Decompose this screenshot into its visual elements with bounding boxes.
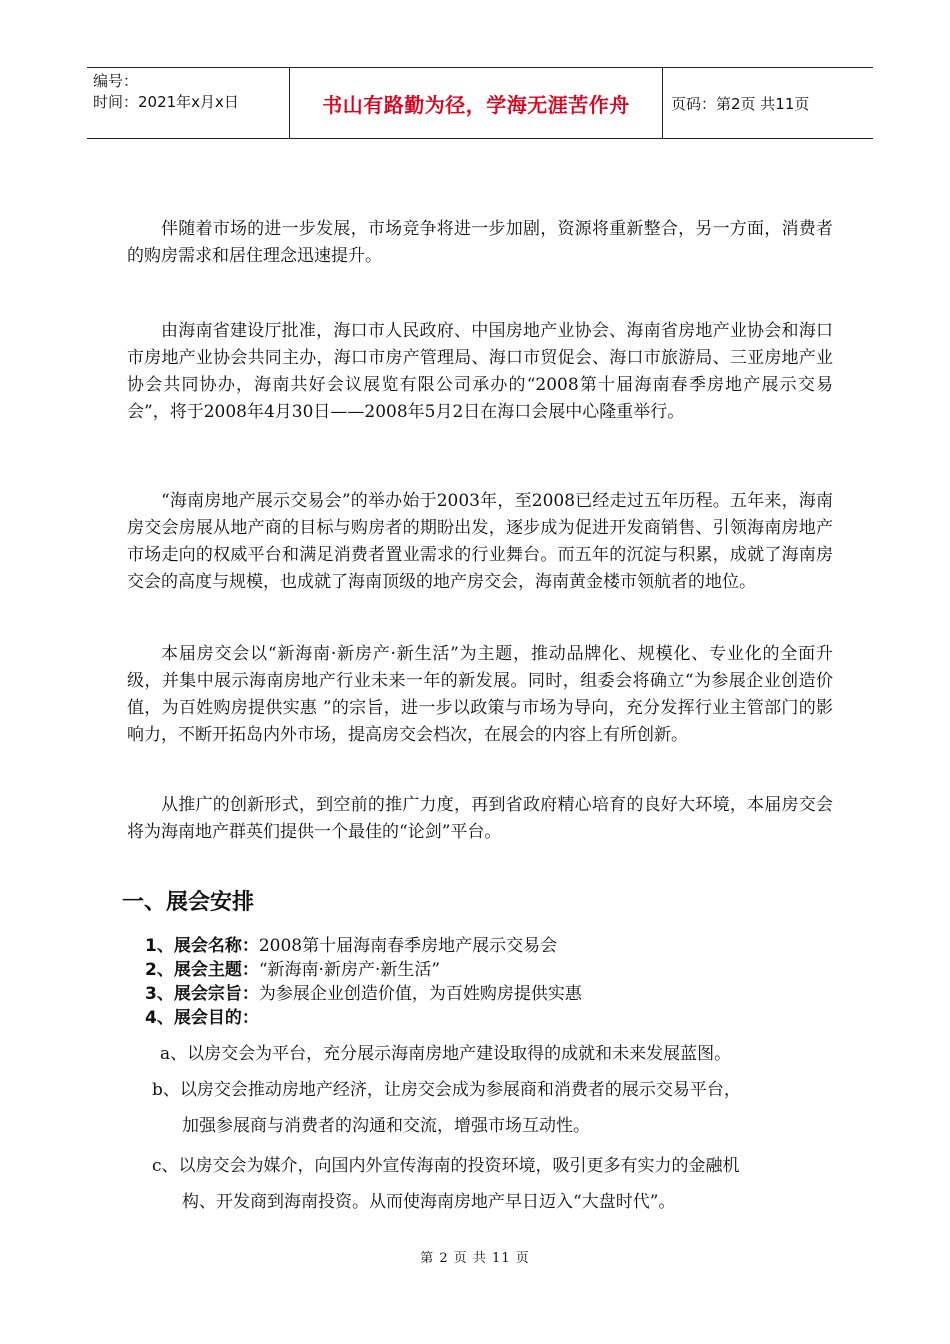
list-item-goals: 4、展会目的：: [145, 1008, 259, 1028]
serial-label: 编号：: [93, 72, 139, 90]
paragraph-promotion: 从推广的创新形式，到空前的推广力度，再到省政府精心培育的良好大环境，本届房交会将为海南地产群英们提供一个最佳的“论剑”平台。: [127, 795, 833, 842]
purpose-item-c: c、以房交会为媒介，向国内外宣传海南的投资环境，吸引更多有实力的金融机: [152, 1156, 740, 1176]
paragraph-theme: 本届房交会以“新海南·新房产·新生活”为主题，推动品牌化、规模化、专业化的全面升级，并集中展示海南房地产行业未来一年的新发展。同时，组委会将确立“为参展企业创造价值，为百姓购房提供实惠 ”的宗旨，进一步以政策与市场为导向，充分发挥行业主管部门的影响力，不断开拓岛内外市场，提高房交会档次，在展会的内容上有所创新。: [127, 644, 833, 745]
paragraph-market-development: 伴随着市场的进一步发展，市场竞争将进一步加剧，资源将重新整合，另一方面，消费者的购房需求和居住理念迅速提升。: [127, 219, 833, 266]
paragraph-organizers: 由海南省建设厅批准，海口市人民政府、中国房地产业协会、海南省房地产业协会和海口市房地产业协会共同主办，海口市房产管理局、海口市贸促会、海口市旅游局、三亚房地产业协会共同协办，海南共好会议展览有限公司承办的“2008第十届海南春季房地产展示交易会”，将于2008年4月30日——2008年5月2日在海口会展中心隆重举行。: [127, 321, 833, 422]
header-page-info: 页码：第2页 共11页: [671, 94, 810, 113]
page-footer: 第 2 页 共 11 页: [420, 1251, 530, 1266]
purpose-item-c-continuation: 构、开发商到海南投资。从而使海南房地产早日迈入“大盘时代”。: [182, 1192, 676, 1212]
header-meta-cell: [87, 68, 290, 138]
paragraph-history: “海南房地产展示交易会”的举办始于2003年，至2008已经走过五年历程。五年来，海南房交会房展从地产商的目标与购房者的期盼出发，逐步成为促进开发商销售、引领海南房地产市场走向的权威平台和满足消费者置业需求的行业舞台。而五年的沉淀与积累，成就了海南房交会的高度与规模，也成就了海南顶级的地产房交会，海南黄金楼市领航者的地位。: [127, 491, 833, 592]
header-motto: 书山有路勤为径，学海无涯苦作舟: [290, 68, 663, 138]
list-item-purpose-statement: 3、展会宗旨：为参展企业创造价值，为百姓购房提供实惠: [145, 984, 582, 1004]
purpose-item-b: b、以房交会推动房地产经济，让房交会成为参展商和消费者的展示交易平台，: [152, 1080, 741, 1100]
list-item-theme: 2、展会主题：“新海南·新房产·新生活”: [145, 960, 441, 980]
time-label: 时间：2021年x月x日: [93, 93, 239, 111]
purpose-item-a: a、以房交会为平台，充分展示海南房地产建设取得的成就和未来发展蓝图。: [160, 1044, 732, 1064]
list-item-name: 1、展会名称：2008第十届海南春季房地产展示交易会: [145, 936, 558, 956]
section-heading-arrangement: 一、展会安排: [122, 890, 255, 915]
document-header: [87, 67, 873, 139]
purpose-item-b-continuation: 加强参展商与消费者的沟通和交流，增强市场互动性。: [182, 1116, 590, 1136]
